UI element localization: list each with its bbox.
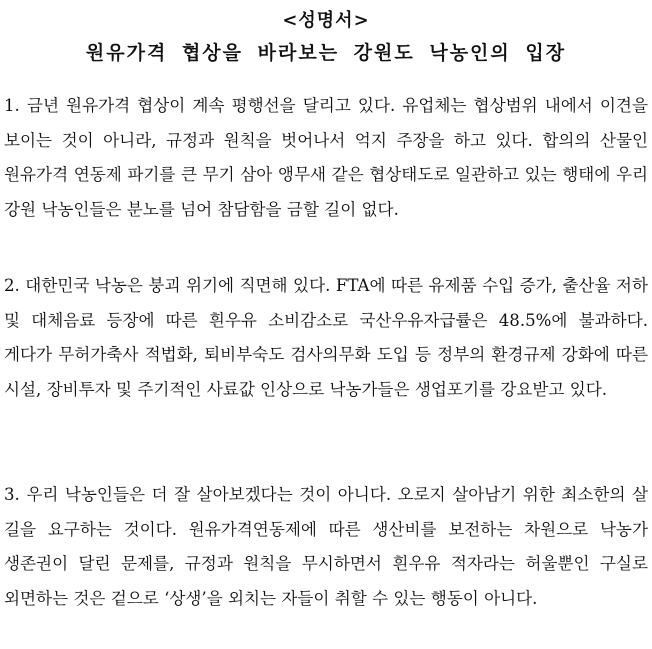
paragraph-2: 2. 대한민국 낙농은 붕괴 위기에 직면해 있다. FTA에 따른 유제품 수입 증가, 출산율 저하 및 대체음료 등장에 따른 흰우유 소비감소로 국산우유자급률은 48.5%에 불과하다. 게다가 무허가축사 적법화, 퇴비부숙도 검사의무화 도입 등 정부의 환경규제 강화에 따른 시설, 장비투자 및 주기적인 사료값 인상으로 낙농가들은 생업포기를 강요받고 있다. [4,276,648,399]
paragraph-3: 3. 우리 낙농인들은 더 잘 살아보겠다는 것이 아니다. 오로지 살아남기 위한 최소한의 살 길을 요구하는 것이다. 원유가격연동제에 따른 생산비를 보전하는 차원으로 낙농가 생존권이 달린 문제를, 규정과 원칙을 무시하면서 흰우유 적자라는 허울뿐인 구실로 외면하는 것은 겉으로 ‘상생’을 외치는 자들이 취할 수 있는 행동이 아니다. [4,485,648,608]
document-label: <성명서> [282,10,370,31]
document-title: 원유가격 협상을 바라보는 강원도 낙농인의 입장 [85,42,567,64]
paragraph-1: 1. 금년 원유가격 협상이 계속 평행선을 달리고 있다. 유업체는 협상범위 내에서 이견을 보이는 것이 아니라, 규정과 원칙을 벗어나서 억지 주장을 하고 있다. 합의의 산물인 원유가격 연동제 파기를 큰 무기 삼아 앵무새 같은 협상태도로 일관하고 있는 행태에 우리 강원 낙농인들은 분노를 넘어 참담함을 금할 길이 없다. [4,96,648,219]
